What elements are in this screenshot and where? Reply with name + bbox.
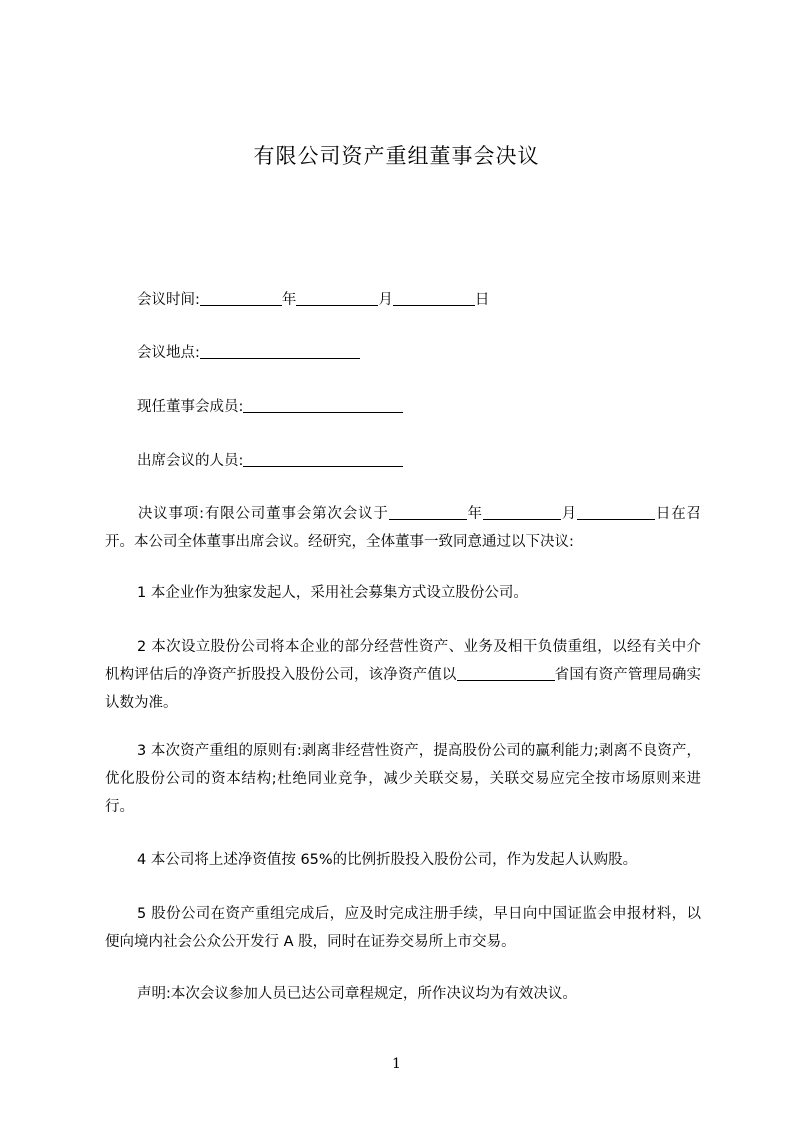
resolution-intro-part1: 决议事项:有限公司董事会第次会议于 [137, 506, 389, 522]
document-title: 有限公司资产重组董事会决议 [253, 144, 540, 168]
month-unit: 月 [378, 292, 393, 308]
resolution-intro [105, 500, 701, 556]
item-2-part1: 2 本次设立股份公司将本企业的部分经营性资产、业务及相干负债重组，以经有关中介机构评估后的净资产折股投入股份公司，该净资产值以 [105, 639, 701, 683]
resolution-day-unit: 日 [655, 506, 672, 522]
statement [105, 980, 701, 1008]
meeting-place-blank [200, 344, 360, 359]
attendees-label: 出席会议的人员: [137, 453, 244, 469]
item-4-text: 4 本公司将上述净资值按 65%的比例折股投入股份公司，作为发起人认购股。 [137, 852, 638, 868]
attendees-line [105, 451, 705, 471]
month-blank [296, 291, 378, 306]
board-members-line [105, 397, 705, 417]
resolution-month-unit: 月 [560, 506, 578, 522]
item-3 [105, 737, 701, 821]
item-5 [105, 900, 701, 956]
item-1-text: 1 本企业作为独家发起人，采用社会募集方式设立股份公司。 [137, 585, 528, 601]
meeting-place-line [105, 343, 705, 363]
day-blank [393, 291, 475, 306]
attendees-blank [243, 452, 403, 467]
meeting-time-label: 会议时间: [137, 292, 200, 308]
item-1 [105, 579, 701, 607]
year-blank [200, 291, 282, 306]
resolution-year-blank [389, 505, 467, 520]
resolution-day-blank [577, 505, 655, 520]
year-unit: 年 [281, 292, 297, 308]
meeting-place-label: 会议地点: [137, 345, 200, 361]
resolution-intro-part2: 在召开。本公司全体董事出席会议。经研究，全体董事一致同意通过以下决议: [105, 506, 702, 550]
resolution-year-unit: 年 [466, 506, 483, 522]
item-2-part2: 省国有资产管理局确实认数为准。 [105, 667, 702, 711]
asset-value-blank [457, 666, 555, 681]
meeting-time-line [105, 290, 705, 310]
day-unit: 日 [474, 292, 490, 308]
item-2 [105, 633, 701, 717]
item-4 [105, 846, 701, 874]
item-3-text: 3 本次资产重组的原则有:剥离非经营性资产，提高股份公司的赢利能力;剥离不良资产，优化股份公司的资本结构;杜绝同业竞争，减少关联交易，关联交易应完全按市场原则来进行。 [105, 743, 701, 815]
page-number: 1 [392, 1056, 401, 1072]
resolution-month-blank [483, 505, 561, 520]
item-5-text: 5 股份公司在资产重组完成后，应及时完成注册手续，早日向中国证监会申报材料，以便向境内社会公众公开发行 A 股，同时在证券交易所上市交易。 [105, 906, 701, 950]
statement-text: 声明:本次会议参加人员已达公司章程规定，所作决议均为有效决议。 [137, 986, 577, 1002]
board-members-blank [243, 398, 403, 413]
board-members-label: 现任董事会成员: [137, 399, 244, 415]
